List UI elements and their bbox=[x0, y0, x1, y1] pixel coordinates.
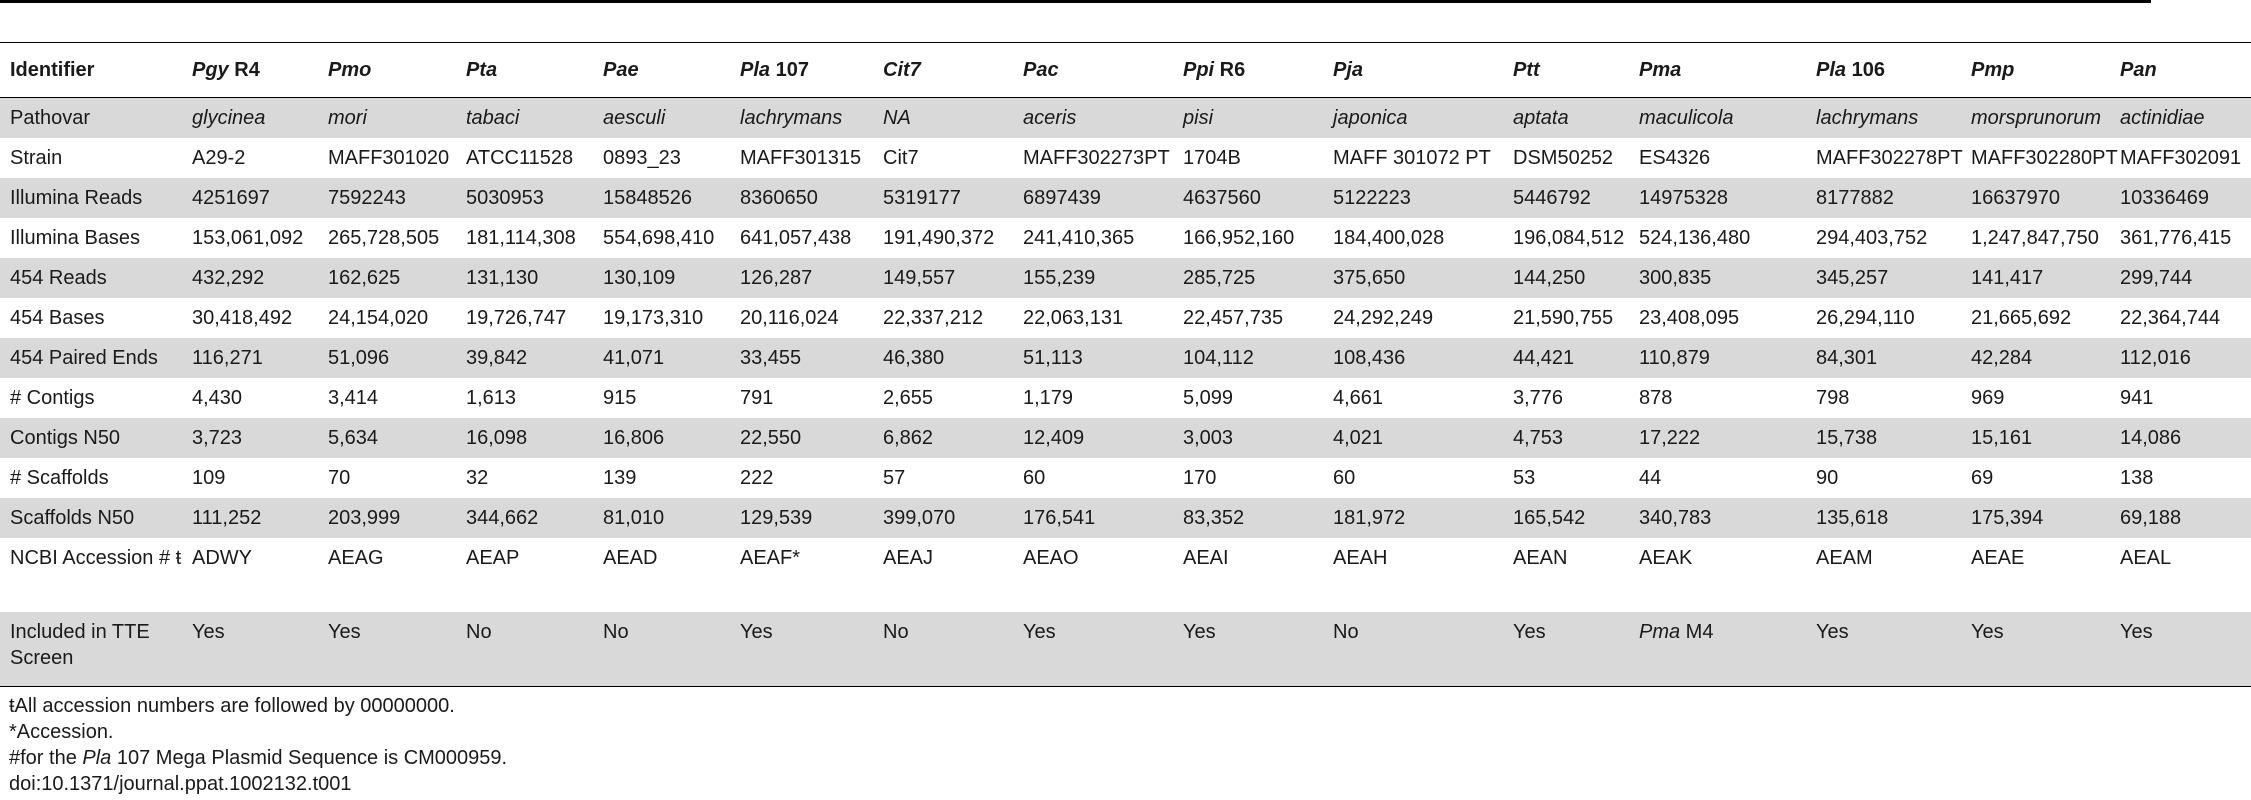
header-label: 107 bbox=[770, 59, 809, 81]
table-row bbox=[0, 98, 2251, 139]
table-cell: 8177882 bbox=[1806, 178, 1961, 218]
table-cell: 22,063,131 bbox=[1023, 307, 1124, 329]
table-cell: 141,417 bbox=[1961, 258, 2110, 298]
table-cell: 3,776 bbox=[1513, 387, 1564, 409]
header-species-abbrev: Pta bbox=[466, 59, 498, 81]
table-row bbox=[0, 538, 2251, 612]
table-cell: AEAI bbox=[1183, 547, 1229, 569]
table-cell: MAFF301020 bbox=[328, 147, 450, 169]
table-cell: 7592243 bbox=[318, 178, 456, 218]
header-row bbox=[0, 43, 2251, 98]
table-cell: 641,057,438 bbox=[740, 227, 852, 249]
table-cell: morsprunorum bbox=[1961, 98, 2110, 139]
header-label: Identifier bbox=[10, 59, 95, 81]
table-cell: 69 bbox=[1971, 467, 1994, 489]
table-cell: mori bbox=[318, 98, 456, 139]
table-cell: pisi bbox=[1173, 98, 1323, 139]
table-cell: 10336469 bbox=[2110, 178, 2251, 218]
table-cell: Yes bbox=[1806, 612, 1961, 687]
table-cell: MAFF302280PT bbox=[1971, 147, 2118, 169]
table-row bbox=[0, 338, 2251, 378]
header-strain-column bbox=[1503, 43, 1629, 98]
table-cell: 14975328 bbox=[1629, 178, 1806, 218]
footnote-plasmid bbox=[9, 745, 507, 771]
table-cell: 878 bbox=[1639, 387, 1673, 409]
table-cell: 53 bbox=[1513, 467, 1536, 489]
table-cell: 6897439 bbox=[1013, 178, 1173, 218]
table-cell: 4,753 bbox=[1503, 418, 1629, 458]
header-species-abbrev: Pla bbox=[740, 59, 771, 81]
table-cell: 153,061,092 bbox=[192, 227, 304, 249]
table-cell: MAFF 301072 PT bbox=[1333, 147, 1491, 169]
row-label: Included in TTE Screen bbox=[0, 612, 182, 687]
table-cell: DSM50252 bbox=[1513, 147, 1614, 169]
table-cell: 1,613 bbox=[466, 387, 517, 409]
table-cell bbox=[1629, 612, 1806, 687]
table-cell: AEAG bbox=[328, 547, 384, 569]
table-cell: 155,239 bbox=[1013, 258, 1173, 298]
table-cell: 42,284 bbox=[1961, 338, 2110, 378]
table-cell: 15848526 bbox=[593, 178, 730, 218]
table-cell: 129,539 bbox=[730, 498, 873, 538]
table-cell: 139 bbox=[603, 467, 637, 489]
footnote-plasmid-species: Pla bbox=[82, 747, 112, 769]
header-species-abbrev: Pgy bbox=[192, 59, 229, 81]
table-cell: AEAM bbox=[1816, 547, 1873, 569]
table-cell: AEAK bbox=[1639, 547, 1693, 569]
table-cell: 144,250 bbox=[1503, 258, 1629, 298]
table-cell: 4,021 bbox=[1323, 418, 1503, 458]
table-cell: maculicola bbox=[1629, 98, 1806, 139]
table-cell: AEAN bbox=[1513, 547, 1568, 569]
cell-suffix: M4 bbox=[1680, 621, 1714, 643]
table-cell: 5319177 bbox=[873, 178, 1013, 218]
table-cell: japonica bbox=[1323, 98, 1503, 139]
table-cell: 399,070 bbox=[873, 498, 1013, 538]
table-cell: 196,084,512 bbox=[1513, 227, 1625, 249]
header-strain-column bbox=[730, 43, 873, 98]
table-cell: 108,436 bbox=[1323, 338, 1503, 378]
table-cell: 90 bbox=[1816, 467, 1839, 489]
row-label: Contigs N50 bbox=[0, 418, 182, 458]
table-cell: 16,806 bbox=[593, 418, 730, 458]
table-cell: 375,650 bbox=[1323, 258, 1503, 298]
table-cell: 361,776,415 bbox=[2120, 227, 2232, 249]
table-cell: 41,071 bbox=[593, 338, 730, 378]
table-cell: 16,098 bbox=[456, 418, 593, 458]
table-cell: 112,016 bbox=[2110, 338, 2251, 378]
table-cell: AEAH bbox=[1333, 547, 1388, 569]
table-body bbox=[0, 98, 2251, 687]
table-cell: 39,842 bbox=[456, 338, 593, 378]
header-strain-column bbox=[318, 43, 456, 98]
table-cell: 344,662 bbox=[456, 498, 593, 538]
header-species-abbrev: Ptt bbox=[1513, 59, 1540, 81]
table-cell: No bbox=[456, 612, 593, 687]
table-cell: 175,394 bbox=[1961, 498, 2110, 538]
table-cell: 170 bbox=[1183, 467, 1217, 489]
table-cell: lachrymans bbox=[730, 98, 873, 139]
table-cell: 241,410,365 bbox=[1023, 227, 1135, 249]
table-cell: 222 bbox=[740, 467, 774, 489]
table-cell: 81,010 bbox=[593, 498, 730, 538]
table-cell: 24,292,249 bbox=[1333, 307, 1434, 329]
table-cell: 19,726,747 bbox=[466, 307, 567, 329]
table-cell: 6,862 bbox=[873, 418, 1013, 458]
table-cell: MAFF301315 bbox=[740, 147, 862, 169]
table-cell: 3,003 bbox=[1173, 418, 1323, 458]
header-species-abbrev: Pla bbox=[1816, 59, 1847, 81]
table-cell: Yes bbox=[2110, 612, 2251, 687]
row-label: 454 Bases bbox=[10, 307, 105, 329]
table-cell: ADWY bbox=[192, 547, 252, 569]
genome-sequencing-table bbox=[0, 42, 2251, 687]
table-cell: AEAE bbox=[1971, 547, 2025, 569]
table-cell: Yes bbox=[1961, 612, 2110, 687]
footnote-accession-suffix: ŧAll accession numbers are followed by 00000000. bbox=[9, 695, 455, 717]
row-label: 454 Paired Ends bbox=[0, 338, 182, 378]
table-cell: 30,418,492 bbox=[192, 307, 293, 329]
table-cell: 60 bbox=[1333, 467, 1356, 489]
table-cell: lachrymans bbox=[1806, 98, 1961, 139]
table-cell: 791 bbox=[740, 387, 774, 409]
table-cell: 60 bbox=[1023, 467, 1046, 489]
table-cell: 162,625 bbox=[318, 258, 456, 298]
table-cell: 22,337,212 bbox=[883, 307, 984, 329]
table-cell: Yes bbox=[1013, 612, 1173, 687]
header-species-abbrev: Pan bbox=[2120, 59, 2157, 81]
table-cell: 104,112 bbox=[1173, 338, 1323, 378]
table-cell: 44 bbox=[1639, 467, 1662, 489]
header-strain-column bbox=[1173, 43, 1323, 98]
header-strain-column bbox=[593, 43, 730, 98]
table-cell: 70 bbox=[328, 467, 351, 489]
table-row bbox=[0, 218, 2251, 258]
table-cell: aceris bbox=[1013, 98, 1173, 139]
header-species-abbrev: Pae bbox=[603, 59, 639, 81]
table-cell: 5030953 bbox=[456, 178, 593, 218]
table-cell: ATCC11528 bbox=[466, 147, 574, 169]
table-cell: 524,136,480 bbox=[1639, 227, 1751, 249]
footnote-doi: doi:10.1371/journal.ppat.1002132.t001 bbox=[9, 773, 352, 795]
row-label: # Contigs bbox=[10, 387, 95, 409]
table-cell: 51,113 bbox=[1013, 338, 1173, 378]
table-row bbox=[0, 418, 2251, 458]
table-cell: 15,161 bbox=[1961, 418, 2110, 458]
table-cell: actinidiae bbox=[2110, 98, 2251, 139]
table-cell: 1,179 bbox=[1023, 387, 1074, 409]
table-cell: 109 bbox=[192, 467, 226, 489]
table-cell: 191,490,372 bbox=[883, 227, 995, 249]
header-identifier bbox=[0, 43, 182, 98]
header-strain-column bbox=[2110, 43, 2251, 98]
header-strain-column bbox=[1629, 43, 1806, 98]
table-cell: 285,725 bbox=[1173, 258, 1323, 298]
header-strain-column bbox=[873, 43, 1013, 98]
table-cell: 8360650 bbox=[730, 178, 873, 218]
row-label: Scaffolds N50 bbox=[0, 498, 182, 538]
row-label: Illumina Reads bbox=[0, 178, 182, 218]
table-row bbox=[0, 378, 2251, 418]
header-strain-column bbox=[1806, 43, 1961, 98]
table-cell: 5446792 bbox=[1503, 178, 1629, 218]
table-cell: tabaci bbox=[456, 98, 593, 139]
table-cell: AEAD bbox=[603, 547, 658, 569]
table-row bbox=[0, 258, 2251, 298]
table-cell: 57 bbox=[883, 467, 906, 489]
header-label: R6 bbox=[1214, 59, 1246, 81]
table-cell: MAFF302278PT bbox=[1816, 147, 1963, 169]
table-cell: 130,109 bbox=[593, 258, 730, 298]
table-cell: 941 bbox=[2120, 387, 2154, 409]
table-cell: 554,698,410 bbox=[603, 227, 715, 249]
table-cell: MAFF302273PT bbox=[1023, 147, 1170, 169]
row-label: Strain bbox=[10, 147, 63, 169]
header-species-abbrev: Ppi bbox=[1183, 59, 1215, 81]
table-cell: AEAJ bbox=[883, 547, 934, 569]
table-row bbox=[0, 612, 2251, 687]
table-cell: 203,999 bbox=[318, 498, 456, 538]
table-row bbox=[0, 178, 2251, 218]
table-cell: AEAP bbox=[466, 547, 520, 569]
table-cell: 4251697 bbox=[182, 178, 318, 218]
table-cell: Cit7 bbox=[883, 147, 919, 169]
table-cell: Yes bbox=[1503, 612, 1629, 687]
table-cell: AEAF* bbox=[740, 547, 801, 569]
table-row bbox=[0, 138, 2251, 178]
header-label: R4 bbox=[228, 59, 260, 81]
table-cell: 33,455 bbox=[730, 338, 873, 378]
table-cell: 340,783 bbox=[1629, 498, 1806, 538]
table-row bbox=[0, 458, 2251, 498]
table-cell: Yes bbox=[1173, 612, 1323, 687]
table-cell: 1,247,847,750 bbox=[1971, 227, 2099, 249]
footnote-asterisk: *Accession. bbox=[9, 721, 114, 743]
table-cell: Yes bbox=[730, 612, 873, 687]
table-cell: glycinea bbox=[182, 98, 318, 139]
table-cell: 32 bbox=[466, 467, 489, 489]
table-cell: A29-2 bbox=[192, 147, 246, 169]
table-cell: MAFF302091 bbox=[2120, 147, 2242, 169]
table-cell: 5,099 bbox=[1183, 387, 1234, 409]
table-cell: 915 bbox=[603, 387, 637, 409]
table-cell: 26,294,110 bbox=[1816, 307, 1915, 329]
header-species-abbrev: Pma bbox=[1639, 59, 1682, 81]
table-cell: aptata bbox=[1503, 98, 1629, 139]
table-row bbox=[0, 498, 2251, 538]
table-cell: 5122223 bbox=[1323, 178, 1503, 218]
table-cell: 4,430 bbox=[192, 387, 243, 409]
table-cell: 135,618 bbox=[1806, 498, 1961, 538]
table-footnotes bbox=[9, 693, 507, 797]
table-cell: 299,744 bbox=[2110, 258, 2251, 298]
table-cell: 21,665,692 bbox=[1971, 307, 2072, 329]
table-cell: 4637560 bbox=[1173, 178, 1323, 218]
table-cell: 16637970 bbox=[1961, 178, 2110, 218]
table-cell: 0893_23 bbox=[603, 147, 681, 169]
table-cell: 5,634 bbox=[318, 418, 456, 458]
table-cell: 69,188 bbox=[2110, 498, 2251, 538]
table-cell: AEAL bbox=[2120, 547, 2172, 569]
header-species-abbrev: Cit7 bbox=[883, 59, 921, 81]
table-cell: 14,086 bbox=[2110, 418, 2251, 458]
table-cell: 44,421 bbox=[1503, 338, 1629, 378]
table-cell: 20,116,024 bbox=[740, 307, 839, 329]
header-species-abbrev: Pja bbox=[1333, 59, 1364, 81]
table-cell: 4,661 bbox=[1333, 387, 1384, 409]
table-cell: 149,557 bbox=[873, 258, 1013, 298]
table-cell: 138 bbox=[2120, 467, 2154, 489]
table-cell: NA bbox=[873, 98, 1013, 139]
table-cell: 83,352 bbox=[1173, 498, 1323, 538]
header-strain-column bbox=[182, 43, 318, 98]
table-cell: 19,173,310 bbox=[603, 307, 704, 329]
table-cell: 432,292 bbox=[182, 258, 318, 298]
table-cell: 1704B bbox=[1183, 147, 1241, 169]
table-cell: 181,972 bbox=[1323, 498, 1503, 538]
table-cell: 126,287 bbox=[730, 258, 873, 298]
table-cell: 300,835 bbox=[1629, 258, 1806, 298]
table-cell: 21,590,755 bbox=[1513, 307, 1614, 329]
table-cell: aesculi bbox=[593, 98, 730, 139]
table-cell: 969 bbox=[1971, 387, 2005, 409]
table-cell: 2,655 bbox=[883, 387, 934, 409]
header-strain-column bbox=[1323, 43, 1503, 98]
table-cell: 3,723 bbox=[182, 418, 318, 458]
table-cell: 23,408,095 bbox=[1639, 307, 1740, 329]
table-cell: 116,271 bbox=[182, 338, 318, 378]
table-cell: 46,380 bbox=[873, 338, 1013, 378]
cell-species-abbrev: Pma bbox=[1639, 621, 1681, 643]
header-species-abbrev: Pmp bbox=[1971, 59, 2015, 81]
table-cell: 131,130 bbox=[456, 258, 593, 298]
header-strain-column bbox=[456, 43, 593, 98]
table-cell: 798 bbox=[1816, 387, 1850, 409]
header-label: 106 bbox=[1846, 59, 1885, 81]
table-cell: ES4326 bbox=[1639, 147, 1711, 169]
table-cell: 12,409 bbox=[1013, 418, 1173, 458]
row-label: Illumina Bases bbox=[10, 227, 141, 249]
header-species-abbrev: Pmo bbox=[328, 59, 372, 81]
table-cell: 84,301 bbox=[1806, 338, 1961, 378]
footnote-plasmid-prefix: #for the bbox=[9, 747, 83, 769]
table-cell: No bbox=[593, 612, 730, 687]
table-cell: 166,952,160 bbox=[1183, 227, 1295, 249]
table-cell: 111,252 bbox=[182, 498, 318, 538]
row-label: # Scaffolds bbox=[10, 467, 109, 489]
row-label: Pathovar bbox=[0, 98, 182, 139]
row-label: 454 Reads bbox=[0, 258, 182, 298]
table-cell: 265,728,505 bbox=[328, 227, 440, 249]
table-cell: 110,879 bbox=[1629, 338, 1806, 378]
table-cell: 181,114,308 bbox=[466, 227, 576, 249]
table-row bbox=[0, 298, 2251, 338]
table-cell: 51,096 bbox=[318, 338, 456, 378]
table-cell: 165,542 bbox=[1503, 498, 1629, 538]
table-cell: AEAO bbox=[1023, 547, 1079, 569]
table-cell: 22,364,744 bbox=[2120, 307, 2221, 329]
table-cell: 24,154,020 bbox=[328, 307, 429, 329]
table-cell: 22,550 bbox=[730, 418, 873, 458]
table-cell: 3,414 bbox=[328, 387, 379, 409]
row-label: NCBI Accession # ŧ bbox=[10, 547, 182, 569]
table-cell: 17,222 bbox=[1629, 418, 1806, 458]
table-cell: 345,257 bbox=[1806, 258, 1961, 298]
table-cell: 15,738 bbox=[1806, 418, 1961, 458]
table-cell: Yes bbox=[182, 612, 318, 687]
table-cell: 184,400,028 bbox=[1333, 227, 1445, 249]
header-species-abbrev: Pac bbox=[1023, 59, 1059, 81]
table-cell: 294,403,752 bbox=[1816, 227, 1928, 249]
header-strain-column bbox=[1013, 43, 1173, 98]
table-cell: 176,541 bbox=[1013, 498, 1173, 538]
table-cell: Yes bbox=[318, 612, 456, 687]
table-cell: 22,457,735 bbox=[1183, 307, 1284, 329]
top-rule bbox=[0, 0, 2151, 3]
header-strain-column bbox=[1961, 43, 2110, 98]
footnote-plasmid-suffix: 107 Mega Plasmid Sequence is CM000959. bbox=[111, 747, 508, 769]
table-cell: No bbox=[873, 612, 1013, 687]
table-cell: No bbox=[1323, 612, 1503, 687]
